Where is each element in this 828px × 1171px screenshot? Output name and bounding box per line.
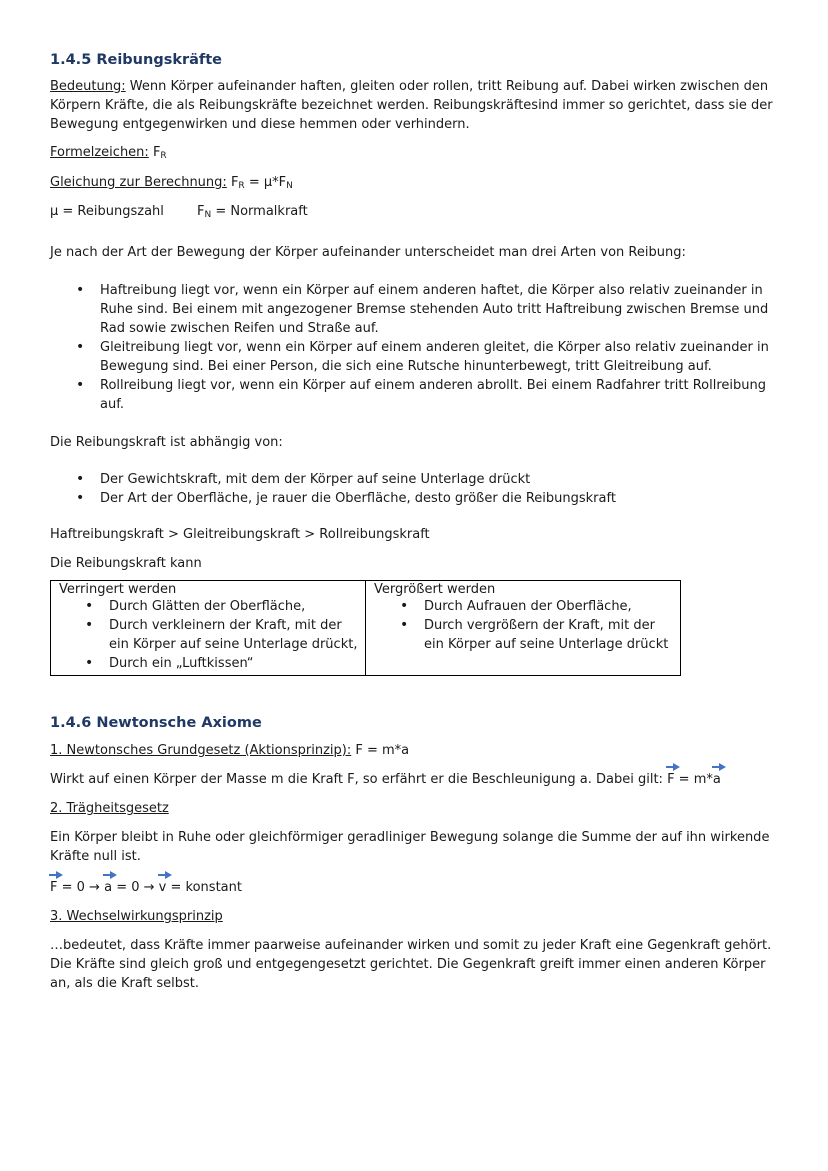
vergroessert-list: [374, 597, 674, 654]
verringert-list: [59, 597, 359, 673]
table-cell-verringert: [51, 581, 366, 676]
formelzeichen-label: Formelzeichen:: [50, 145, 149, 160]
list-item: • Durch ein „Luftkissen“: [109, 654, 359, 673]
arrow-right-icon: →: [89, 880, 100, 895]
axiom1-formula: F = m*a: [351, 743, 410, 758]
fn-subscript: N: [204, 210, 212, 220]
axiom1-text: [50, 770, 780, 789]
list-item: • Durch Glätten der Oberfläche,: [109, 597, 359, 616]
table-row: [51, 581, 681, 676]
variable-definitions: [50, 202, 780, 221]
formula-part: = 0: [57, 880, 90, 895]
formelzeichen-subscript: R: [160, 151, 167, 161]
vector-a: a: [712, 772, 721, 787]
vector-f: F: [667, 772, 675, 787]
axiom3-label: 3. Wechselwirkungsprinzip: [50, 909, 223, 924]
axiom1-heading: [50, 741, 780, 760]
reibung-table: [50, 580, 681, 676]
axiom2-label: 2. Trägheitsgesetz: [50, 801, 169, 816]
abhaengig-intro: Die Reibungskraft ist abhängig von:: [50, 435, 283, 450]
abhaengig-list: [50, 470, 780, 508]
vector-v: v: [158, 880, 167, 895]
section-title-newton: 1.4.6 Newtonsche Axiome: [50, 715, 262, 731]
axiom1-vector-middle: = m*: [674, 772, 713, 787]
arten-intro: Je nach der Art der Bewegung der Körper aufeinander unterscheidet man drei Arten von Reibung:: [50, 245, 686, 260]
gleichung-middle: = µ*F: [244, 175, 287, 190]
list-item-oberflaeche: • Der Art der Oberfläche, je rauer die Oberfläche, desto größer die Reibungskraft: [100, 489, 780, 508]
list-item: • Durch verkleinern der Kraft, mit der ein Körper auf seine Unterlage drückt,: [109, 616, 359, 654]
axiom1-label: 1. Newtonsches Grundgesetz (Aktionsprinzip):: [50, 743, 352, 758]
fn-symbol: F: [197, 204, 205, 219]
arrow-right-icon: →: [143, 880, 155, 895]
reibungsarten-list: [50, 281, 780, 414]
reibung-vergleich: Haftreibungskraft > Gleitreibungskraft > Rollreibungskraft: [50, 527, 430, 542]
reibungskraft-kann: Die Reibungskraft kann: [50, 556, 202, 571]
table-header-verringert: Verringert werden: [59, 582, 177, 597]
bedeutung-text: Wenn Körper aufeinander haften, gleiten oder rollen, tritt Reibung auf. Dabei wirken zwischen den Körpern Kräfte, die als Reibungskräfte bezeichnet werden. Reibungskräftesind immer so gerichtet, dass sie der Bewegung entgegenwirken und diese hemmen oder verhindern.: [50, 79, 773, 132]
axiom3-text: …bedeutet, dass Kräfte immer paarweise aufeinander wirken und somit zu jeder Kraft eine Gegenkraft gehört. Die Kräfte sind gleich groß und entgegengesetzt gerichtet. Die Gegenkraft greift immer einen anderen Körper an, als die Kraft selbst.: [50, 938, 772, 991]
formelzeichen-symbol: F: [152, 145, 161, 160]
list-item-rollreibung: • Rollreibung liegt vor, wenn ein Körper auf einem anderen abrollt. Bei einem Radfahrer tritt Rollreibung auf.: [100, 376, 780, 414]
list-item-gewichtskraft: • Der Gewichtskraft, mit dem der Körper auf seine Unterlage drückt: [100, 470, 780, 489]
bedeutung-label: Bedeutung:: [50, 79, 126, 94]
formula-part: = 0: [112, 880, 144, 895]
list-item-haftreibung: • Haftreibung liegt vor, wenn ein Körper auf einem anderen haftet, die Körper also relativ zueinander in Ruhe sind. Bei einem mit angezogener Bremse stehenden Auto tritt Haftreibung zwischen Bremse und Rad sowie zwischen Reifen und Straße auf.: [100, 281, 780, 338]
axiom2-text: Ein Körper bleibt in Ruhe oder gleichförmiger geradliniger Bewegung solange die Summe der auf ihn wirkende Kräfte null ist.: [50, 830, 770, 864]
bedeutung-paragraph: [50, 77, 780, 134]
mu-definition: µ = Reibungszahl: [50, 204, 164, 219]
list-item: • Durch Aufrauen der Oberfläche,: [424, 597, 674, 616]
table-cell-vergroessert: [366, 581, 681, 676]
gleichung-symbol: F: [230, 175, 239, 190]
section-title-reibungskraefte: 1.4.5 Reibungskräfte: [50, 52, 222, 68]
gleichung-line: [50, 173, 780, 192]
list-item-gleitreibung: • Gleitreibung liegt vor, wenn ein Körper auf einem anderen gleitet, die Körper also relativ zueinander in Bewegung sind. Bei einer Person, die sich eine Rutsche hinunterbewegt, tritt Gleitreibung auf.: [100, 338, 780, 376]
axiom2-formula: [50, 878, 780, 897]
formula-part: = konstant: [166, 880, 242, 895]
vector-f: F: [50, 880, 58, 895]
gleichung-label: Gleichung zur Berechnung:: [50, 175, 227, 190]
vector-a: a: [104, 880, 113, 895]
axiom1-description: Wirkt auf einen Körper der Masse m die Kraft F, so erfährt er die Beschleunigung a. Dabei gilt:: [50, 772, 668, 787]
list-item: • Durch vergrößern der Kraft, mit der ein Körper auf seine Unterlage drückt: [424, 616, 674, 654]
fn-definition: = Normalkraft: [211, 204, 308, 219]
table-header-vergroessert: Vergrößert werden: [374, 582, 496, 597]
gleichung-subscript-n: N: [286, 181, 293, 191]
formelzeichen-line: [50, 143, 780, 162]
document-page: [50, 50, 780, 993]
gleichung-subscript-r: R: [238, 181, 245, 191]
